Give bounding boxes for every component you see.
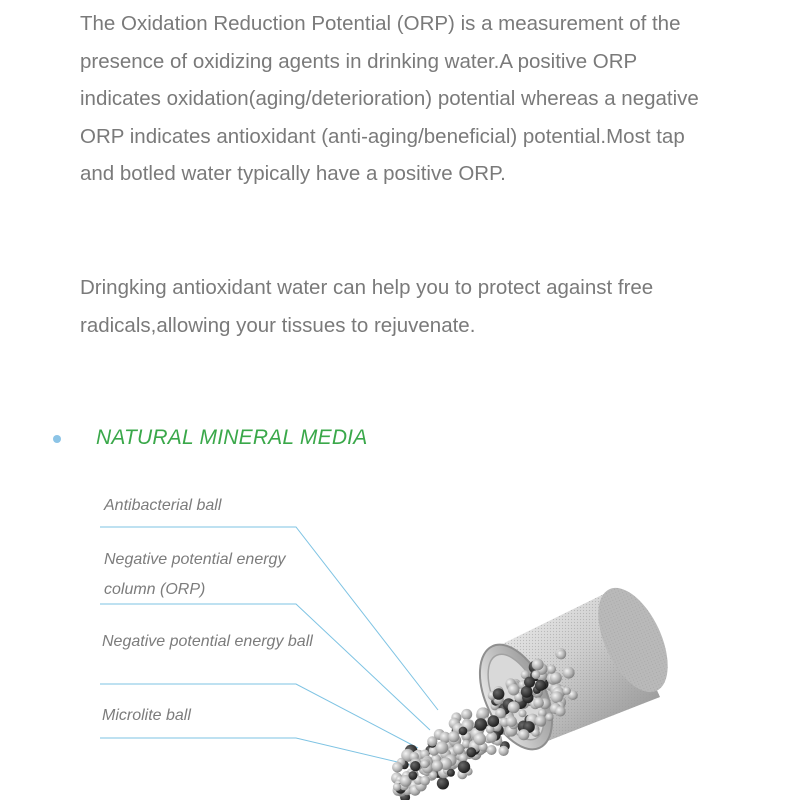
mineral-ball: [521, 686, 533, 698]
mineral-ball: [535, 715, 546, 726]
mineral-ball: [486, 732, 497, 743]
mineral-ball: [563, 687, 571, 695]
mineral-ball: [508, 684, 520, 696]
mineral-ball: [453, 743, 464, 754]
mineral-ball: [519, 709, 527, 717]
mineral-ball: [410, 761, 420, 771]
mineral-ball: [532, 670, 541, 679]
mineral-ball: [535, 680, 546, 691]
antioxidant-benefit-paragraph: Dringking antioxidant water can help you to protect against free radicals,allowing your tissues to rejuvenate.: [80, 276, 654, 337]
mineral-ball: [461, 709, 472, 720]
leader-line-antibacterial: [100, 527, 438, 710]
section-title: NATURAL MINERAL MEDIA: [96, 426, 368, 449]
mineral-ball: [392, 762, 403, 773]
mineral-ball: [488, 715, 500, 727]
mineral-ball: [420, 776, 430, 786]
mineral-ball: [409, 771, 418, 780]
mineral-ball: [475, 718, 488, 731]
mineral-ball: [436, 741, 449, 754]
mineral-ball: [508, 701, 520, 713]
leader-lines: [100, 527, 438, 765]
mineral-ball: [493, 688, 505, 700]
mineral-ball: [447, 769, 455, 777]
mineral-ball: [555, 706, 565, 716]
mineral-ball: [556, 650, 566, 660]
mineral-ball: [499, 746, 509, 756]
mineral-ball: [533, 697, 544, 708]
mineral-ball: [551, 691, 563, 703]
mineral-ball: [524, 677, 535, 688]
mineral-ball: [458, 761, 470, 773]
mineral-ball: [506, 716, 517, 727]
mineral-ball: [532, 659, 544, 671]
mineral-ball: [448, 731, 459, 742]
mineral-ball: [547, 665, 556, 674]
mineral-ball: [459, 727, 468, 736]
mineral-ball: [393, 783, 401, 791]
label-negative-potential-column: Negative potential energy column (ORP): [104, 551, 286, 598]
mineral-ball: [421, 760, 430, 769]
mineral-ball: [518, 729, 529, 740]
mineral-ball: [466, 747, 476, 757]
mineral-ball: [487, 745, 497, 755]
label-antibacterial-ball: Antibacterial ball: [104, 497, 222, 514]
leader-line-microlite: [100, 738, 410, 765]
mineral-ball: [563, 667, 575, 679]
mineral-ball: [437, 777, 449, 789]
label-negative-potential-ball: Negative potential energy ball: [102, 633, 313, 650]
orp-description-paragraph: The Oxidation Reduction Potential (ORP) is a measurement of the presence of oxidizing agents in drinking water.A positive ORP indicates oxidation(aging/deterioration) potential whereas a negative ORP indicates antioxidant (anti-aging/beneficial) potential.Most tap and botled water typically have a positive ORP.: [80, 12, 699, 185]
label-microlite-ball: Microlite ball: [102, 707, 191, 724]
mineral-ball: [546, 713, 554, 721]
mineral-ball: [474, 733, 486, 745]
mineral-ball: [427, 736, 437, 746]
leader-line-column: [100, 604, 430, 730]
mineral-ball: [432, 760, 443, 771]
